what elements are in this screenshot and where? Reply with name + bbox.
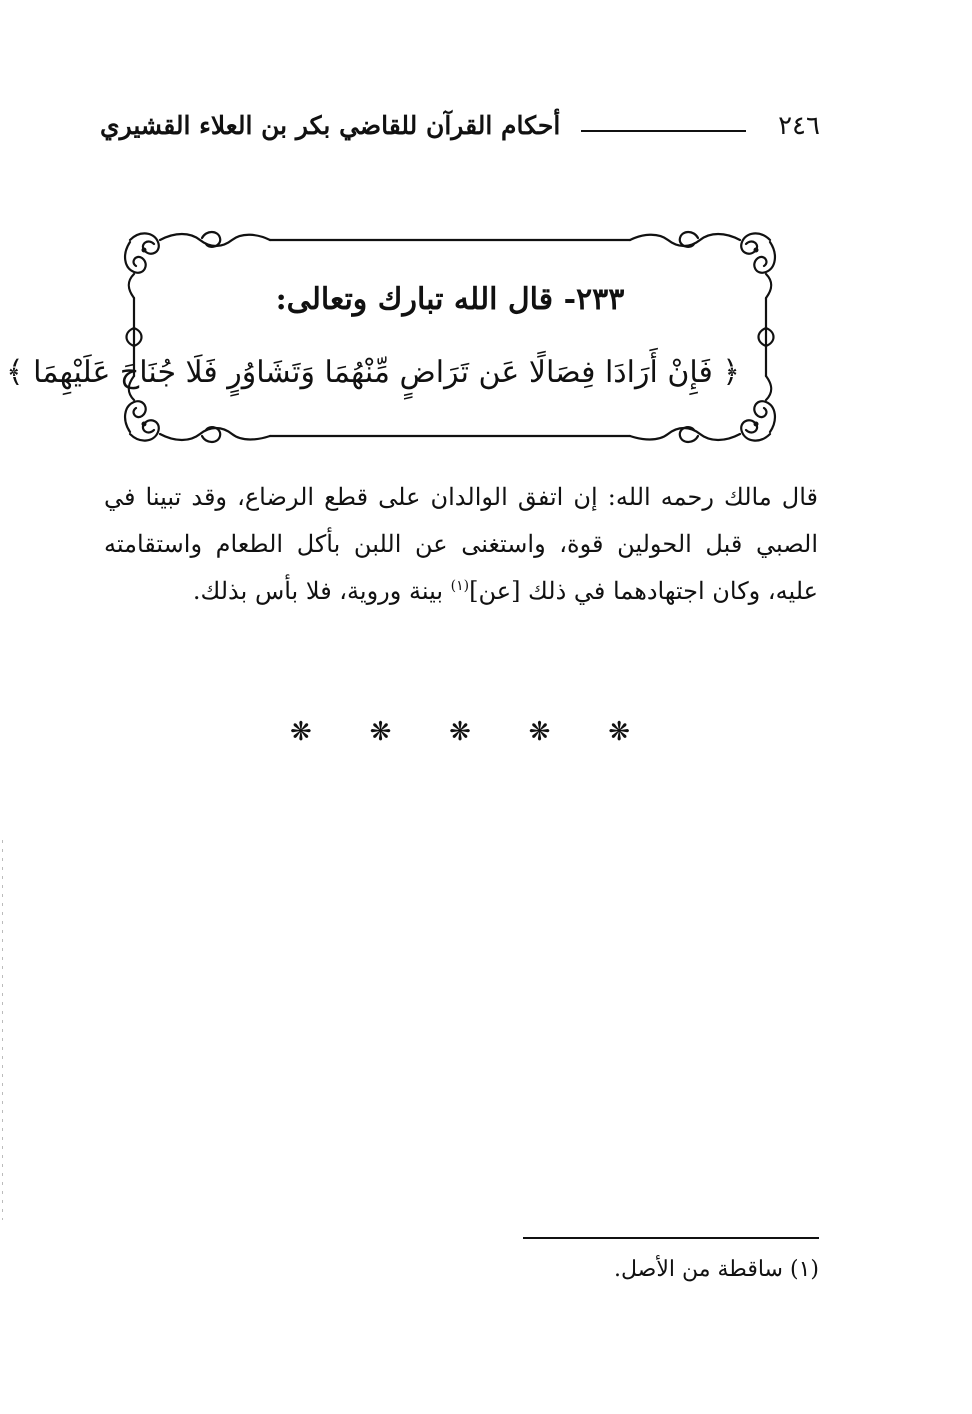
footnote-rule xyxy=(523,1237,819,1239)
ornamental-border-icon xyxy=(6,228,780,446)
commentary-text: قال مالك رحمه الله: إن اتفق الوالدان على قطع الرضاع، وقد تبينا في الصبي قبل الحولين قوة، واستغنى عن اللبن بأكل الطعام واستقامته عليه، وكان اجتهادهما في ذلك [عن] xyxy=(104,483,818,605)
asterism-icon: ❋ xyxy=(290,717,312,747)
footnote: (١) ساقطة من الأصل. xyxy=(613,1257,819,1282)
book-title: أحكام القرآن للقاضي بكر بن العلاء القشيري xyxy=(100,111,561,140)
asterism-icon: ❋ xyxy=(369,717,392,747)
asterism-icon: ❋ xyxy=(608,717,630,747)
asterism-icon: ❋ xyxy=(528,717,551,747)
header-rule xyxy=(581,130,746,132)
footnote-reference: (١) xyxy=(450,578,470,594)
quran-verse: ﴿ فَإِنْ أَرَادَا فِصَالًا عَن تَرَاضٍ مِّنْهُمَا وَتَشَاوُرٍ فَلَا جُنَاحَ عَلَيْهِمَا ﴾ xyxy=(6,355,740,390)
section-separator xyxy=(290,712,630,752)
asterism-icon: ❋ xyxy=(449,717,471,747)
commentary-text-end: بينة وروية، فلا بأس بذلك. xyxy=(192,577,451,605)
scan-edge-mark xyxy=(2,840,3,1220)
commentary-paragraph xyxy=(104,474,818,615)
running-header xyxy=(100,108,820,152)
section-heading: ٢٣٣- قال الله تبارك وتعالى: xyxy=(275,282,625,317)
ornamental-verse-frame xyxy=(6,228,780,446)
page-number: ٢٤٦ xyxy=(778,111,820,141)
